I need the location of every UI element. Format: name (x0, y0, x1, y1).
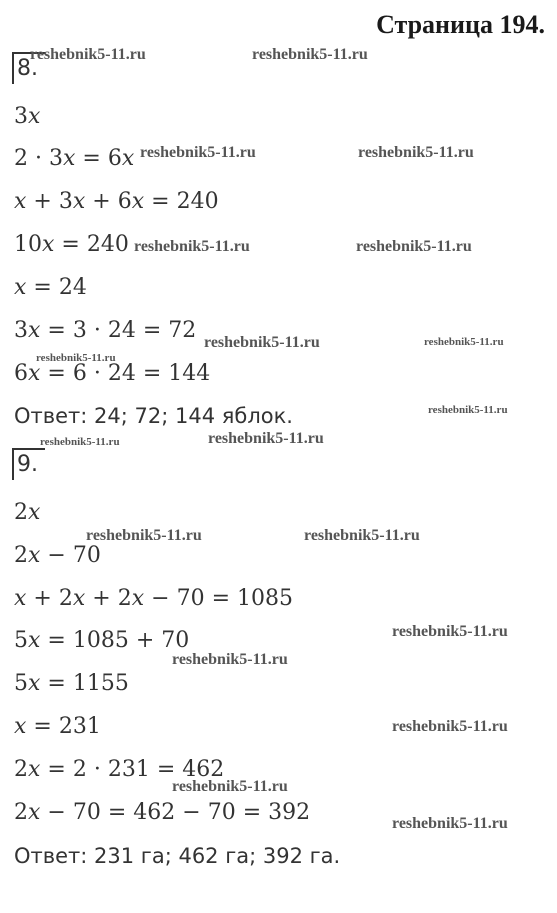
answer-line: Ответ: 231 га; 462 га; 392 га. (14, 844, 341, 868)
equation-line: x + 2x + 2x − 70 = 1085 (14, 586, 294, 611)
watermark: reshebnik5-11.ru (252, 46, 368, 63)
watermark: reshebnik5-11.ru (208, 430, 324, 447)
watermark: reshebnik5-11.ru (172, 651, 288, 668)
equation-line: x = 24 (14, 275, 87, 300)
watermark: reshebnik5-11.ru (204, 334, 320, 351)
equation-line: x = 231 (14, 714, 101, 739)
equation-line: 2x (14, 500, 41, 525)
equation-line: 5x = 1155 (14, 671, 129, 696)
equation-line: 2x = 2 · 231 = 462 (14, 757, 225, 782)
watermark: reshebnik5-11.ru (392, 718, 508, 735)
watermark: reshebnik5-11.ru (424, 336, 504, 348)
equation-line: 6x = 6 · 24 = 144 (14, 361, 211, 386)
watermark: reshebnik5-11.ru (392, 623, 508, 640)
watermark: reshebnik5-11.ru (304, 527, 420, 544)
watermark: reshebnik5-11.ru (30, 46, 146, 63)
watermark: reshebnik5-11.ru (86, 527, 202, 544)
equation-line: 2x − 70 = 462 − 70 = 392 (14, 800, 311, 825)
equation-line: x + 3x + 6x = 240 (14, 189, 219, 214)
watermark: reshebnik5-11.ru (428, 404, 508, 416)
watermark: reshebnik5-11.ru (36, 352, 116, 364)
page-title: Страница 194. (376, 10, 545, 39)
problem-number-8: 8. (12, 52, 45, 84)
equation-line: 3x (14, 104, 41, 129)
answer-line: Ответ: 24; 72; 144 яблок. (14, 404, 293, 428)
equation-line: 3x = 3 · 24 = 72 (14, 318, 197, 343)
watermark: reshebnik5-11.ru (172, 778, 288, 795)
equation-line: 2x − 70 (14, 543, 101, 568)
watermark: reshebnik5-11.ru (358, 144, 474, 161)
watermark: reshebnik5-11.ru (356, 238, 472, 255)
equation-line: 2 · 3x = 6x (14, 146, 135, 171)
watermark: reshebnik5-11.ru (134, 238, 250, 255)
equation-line: 10x = 240 (14, 232, 129, 257)
watermark: reshebnik5-11.ru (40, 436, 120, 448)
watermark: reshebnik5-11.ru (392, 815, 508, 832)
equation-line: 5x = 1085 + 70 (14, 628, 190, 653)
watermark: reshebnik5-11.ru (140, 144, 256, 161)
problem-number-9: 9. (12, 448, 45, 480)
